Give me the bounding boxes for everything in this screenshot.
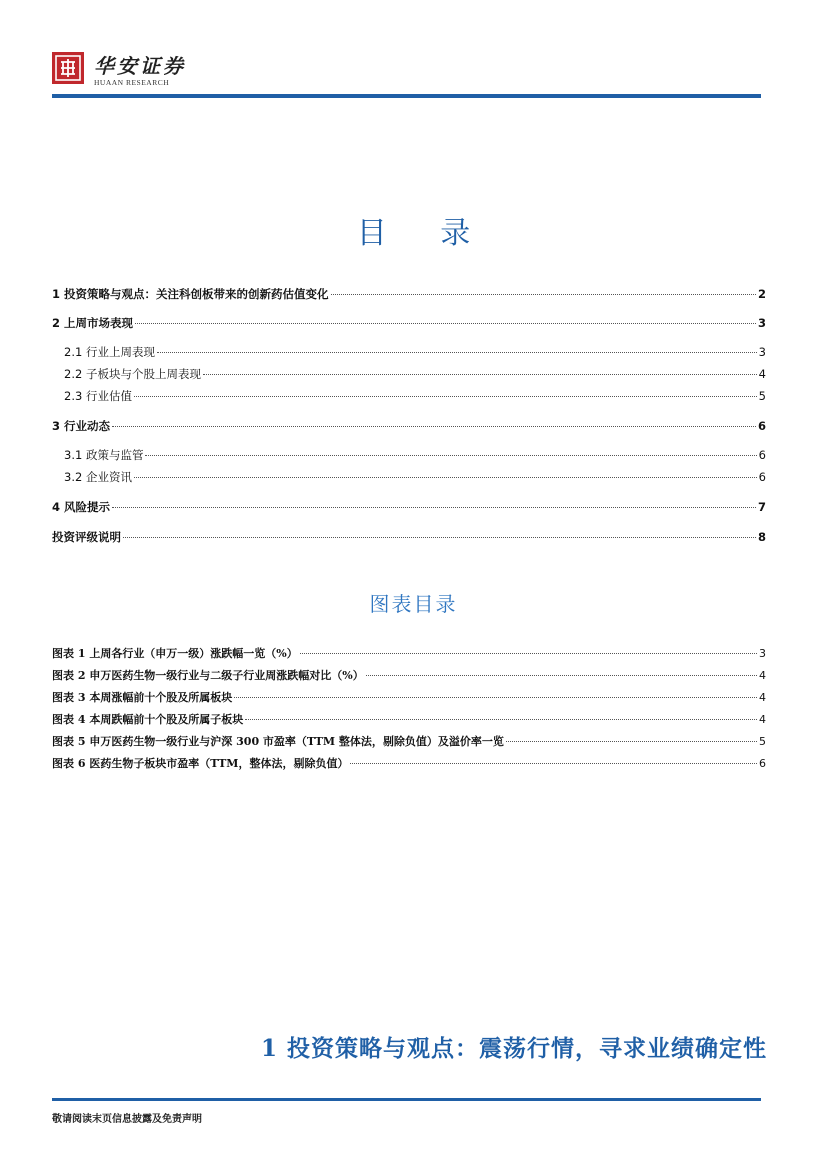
dot-leader: [112, 426, 756, 427]
toc-entry-text: 投资评级说明: [52, 530, 121, 544]
figure-entry-text: 图表 6 医药生物子板块市盈率（TTM，整体法，剔除负值）: [52, 757, 349, 770]
toc-entry-text: 行业上周表现: [85, 345, 155, 359]
toc-entry[interactable]: [52, 315, 766, 331]
figure-entry-text: 图表 1 上周各行业（申万一级）涨跌幅一览（%）: [52, 647, 298, 660]
toc-entry-page: 2: [757, 287, 766, 301]
toc-entry[interactable]: [52, 286, 766, 302]
figure-entry-text: 图表 3 本周涨幅前十个股及所属板块: [52, 691, 233, 704]
toc-entry[interactable]: [64, 388, 766, 404]
toc-entry-number: 3.2: [64, 470, 86, 484]
toc-entry-number: 2.1: [64, 345, 86, 359]
toc-entry-number: 4: [52, 500, 65, 514]
footer-divider: [52, 1098, 761, 1101]
section-heading: 1 投资策略与观点：震荡行情，寻求业绩确定性: [260, 1035, 767, 1062]
footer-disclaimer: 敬请阅读末页信息披露及免责声明: [52, 1114, 202, 1125]
toc-entry-number: 2.2: [64, 367, 86, 381]
figure-entry-text: 图表 5 申万医药生物一级行业与沪深 300 市盈率（TTM 整体法，剔除负值）及溢价率一览: [52, 735, 504, 748]
figure-entry-page: 5: [759, 735, 766, 748]
dot-leader: [123, 537, 756, 538]
toc-entry[interactable]: [64, 344, 766, 360]
toc-entry-text: 行业估值: [85, 389, 132, 403]
figure-entry[interactable]: [52, 668, 766, 684]
figure-entry[interactable]: [52, 646, 766, 662]
toc-entry[interactable]: [64, 447, 766, 463]
figure-entry-page: 4: [759, 669, 766, 682]
figure-entry[interactable]: [52, 756, 766, 772]
dot-leader: [203, 374, 757, 375]
toc-entry-page: 3: [757, 316, 766, 330]
dot-leader: [300, 653, 757, 654]
toc-entry-text: 企业资讯: [85, 470, 132, 484]
toc-entry-text: 子板块与个股上周表现: [85, 367, 201, 381]
toc-entry-text: 行业动态: [64, 419, 111, 433]
figure-entry-text: 图表 4 本周跌幅前十个股及所属子板块: [52, 713, 244, 726]
toc-entry-text: 风险提示: [64, 500, 111, 514]
dot-leader: [245, 719, 757, 720]
figure-entry-page: 6: [759, 757, 766, 770]
dot-leader: [134, 396, 757, 397]
dot-leader: [157, 352, 757, 353]
toc-entry[interactable]: [64, 469, 766, 485]
dot-leader: [112, 507, 756, 508]
toc-entry-text: 政策与监管: [85, 448, 144, 462]
toc-entry-page: 5: [758, 389, 766, 403]
toc-entry-page: 3: [758, 345, 766, 359]
toc-entry-text: 上周市场表现: [64, 316, 134, 330]
figure-list-title: 图表目录: [369, 592, 458, 616]
figure-entry-page: 4: [759, 691, 766, 704]
toc-entry[interactable]: [52, 529, 766, 545]
figure-entry-page: 4: [759, 713, 766, 726]
toc-entry-text: 投资策略与观点：关注科创板带来的创新药估值变化: [64, 287, 329, 301]
toc-title: 目 录: [356, 216, 493, 251]
toc-entry[interactable]: [64, 366, 766, 382]
dot-leader: [366, 675, 757, 676]
figure-entry[interactable]: [52, 734, 766, 750]
dot-leader: [135, 323, 756, 324]
figure-entry[interactable]: [52, 690, 766, 706]
figure-entry-page: 3: [759, 647, 766, 660]
toc-entry-number: 3: [52, 419, 65, 433]
header-divider: [52, 94, 761, 98]
dot-leader: [331, 294, 756, 295]
figure-entry-text: 图表 2 申万医药生物一级行业与二级子行业周涨跌幅对比（%）: [52, 669, 364, 682]
dot-leader: [350, 763, 757, 764]
toc-entry-page: 4: [758, 367, 766, 381]
logo-english-name: HUAAN RESEARCH: [94, 78, 170, 87]
toc-entry-number: 2.3: [64, 389, 86, 403]
toc-entry-page: 8: [757, 530, 766, 544]
toc-entry-page: 7: [757, 500, 766, 514]
logo-chinese-name: 华安证券: [94, 54, 186, 78]
toc-entry-page: 6: [758, 448, 766, 462]
toc-entry-page: 6: [757, 419, 766, 433]
dot-leader: [234, 697, 757, 698]
toc-entry[interactable]: [52, 499, 766, 515]
toc-entry-number: 2: [52, 316, 65, 330]
figure-entry[interactable]: [52, 712, 766, 728]
dot-leader: [134, 477, 757, 478]
dot-leader: [506, 741, 757, 742]
toc-entry-number: 1: [52, 287, 65, 301]
toc-entry[interactable]: [52, 418, 766, 434]
toc-entry-number: 3.1: [64, 448, 86, 462]
logo-icon: [52, 52, 84, 84]
toc-entry-page: 6: [758, 470, 766, 484]
dot-leader: [145, 455, 756, 456]
